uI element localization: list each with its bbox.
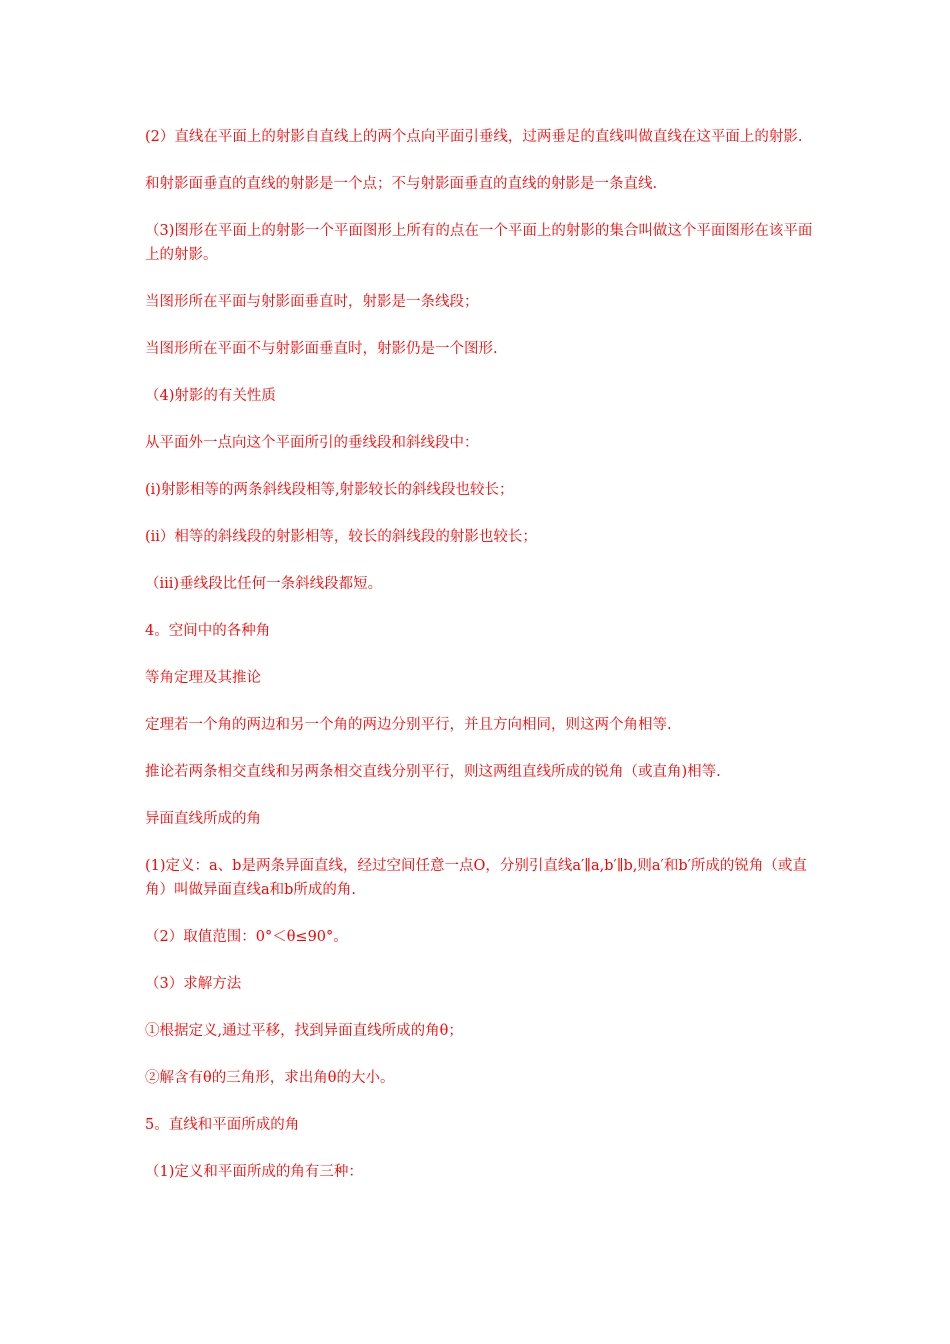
paragraph-figure-perpendicular: 当图形所在平面与射影面垂直时，射影是一条线段；: [145, 294, 479, 310]
paragraph-property-i: (i)射影相等的两条斜线段相等,射影较长的斜线段也较长；: [145, 482, 514, 498]
paragraph-definition: (1)定义：a、b是两条异面直线，经过空间任意一点O，分别引直线a′∥a,b′∥b,则a′和b′所成的锐角（或直角）叫做异面直线a和b所成的角.: [145, 858, 807, 898]
paragraph-line-plane-definition: （1)定义和平面所成的角有三种：: [145, 1164, 363, 1180]
paragraph-property-ii: (ii）相等的斜线段的射影相等，较长的斜线段的射影也较长；: [145, 529, 537, 545]
paragraph-corollary: 推论若两条相交直线和另两条相交直线分别平行，则这两组直线所成的锐角（或直角)相等.: [145, 764, 721, 780]
paragraph-projection-of-line: (2）直线在平面上的射影自直线上的两个点向平面引垂线，过两垂足的直线叫做直线在这平面上的射影.: [145, 129, 803, 145]
paragraph-perpendicular-projection: 和射影面垂直的直线的射影是一个点；不与射影面垂直的直线的射影是一条直线.: [145, 176, 658, 192]
subheading-skew-lines-angle: 异面直线所成的角: [145, 811, 261, 827]
paragraph-from-point-outside: 从平面外一点向这个平面所引的垂线段和斜线段中：: [145, 435, 479, 451]
paragraph-solving-method: （3）求解方法: [145, 976, 242, 992]
paragraph-value-range: （2）取值范围：0°＜θ≤90°。: [145, 929, 348, 945]
paragraph-method-step-1: ①根据定义,通过平移，找到异面直线所成的角θ；: [145, 1023, 463, 1039]
paragraph-projection-of-figure: （3)图形在平面上的射影一个平面图形上所有的点在一个平面上的射影的集合叫做这个平面图形在该平面上的射影。: [145, 223, 813, 263]
document-body: [145, 125, 815, 1207]
paragraph-method-step-2: ②解含有θ的三角形，求出角θ的大小。: [145, 1070, 395, 1086]
subheading-equal-angle-theorem: 等角定理及其推论: [145, 670, 261, 686]
section-heading-angles: 4。空间中的各种角: [145, 623, 271, 639]
section-heading-line-plane-angle: 5。直线和平面所成的角: [145, 1117, 300, 1133]
paragraph-figure-not-perpendicular: 当图形所在平面不与射影面垂直时，射影仍是一个图形.: [145, 341, 498, 357]
paragraph-projection-properties: （4)射影的有关性质: [145, 388, 276, 404]
paragraph-theorem: 定理若一个角的两边和另一个角的两边分别平行，并且方向相同，则这两个角相等.: [145, 717, 672, 733]
paragraph-property-iii: （iii)垂线段比任何一条斜线段都短。: [145, 576, 383, 592]
